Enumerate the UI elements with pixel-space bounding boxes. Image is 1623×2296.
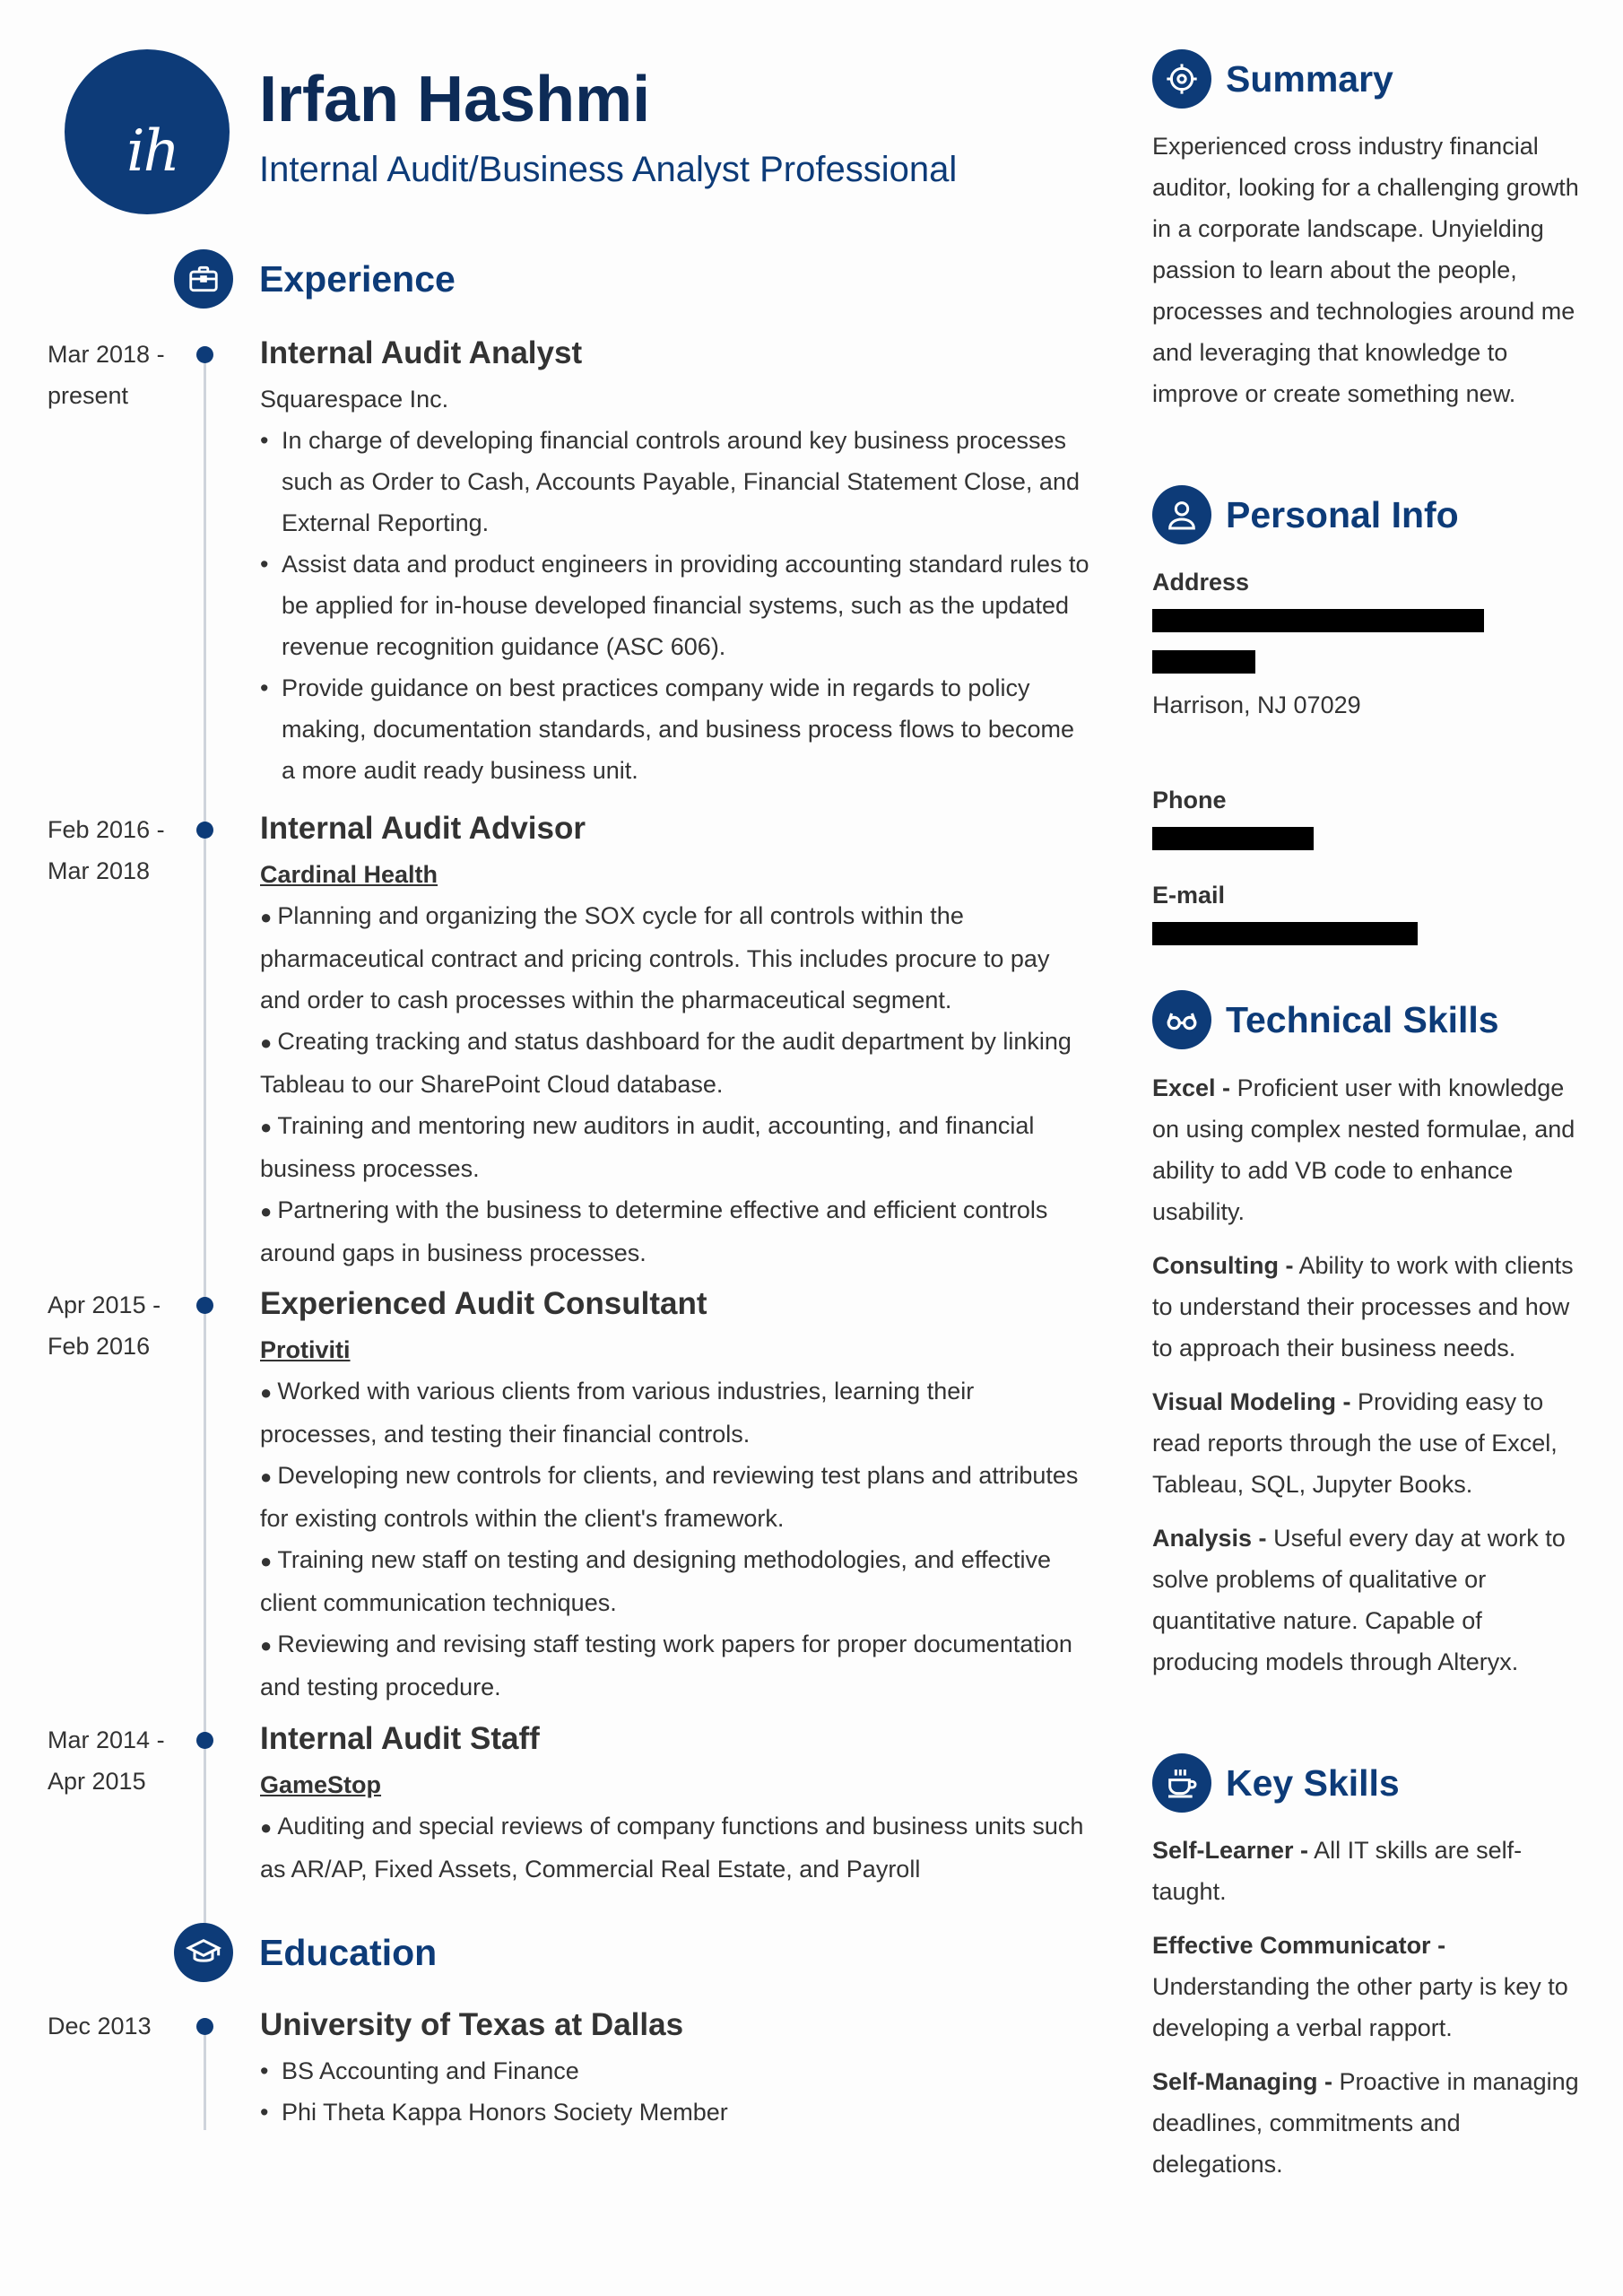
job-date [48,1284,191,1367]
company-name: GameStop [260,1771,382,1798]
list-item: • Provide guidance on best practices company wide in regards to policy making, documentation standards, and business process flows to become a more audit ready business unit. [260,667,1094,791]
list-item: • In charge of developing financial controls around key business processes such as Order to Cash, Accounts Payable, Financial Statement Close, and External Reporting. [260,420,1094,544]
monogram-text: ih [126,118,178,185]
experience-title: Experience [259,258,456,300]
skill-desc: Proactive in managing deadlines, commitments and delegations. [1152,2068,1579,2178]
job-title: Internal Audit Analyst [260,335,583,370]
job-entry [260,807,1094,1274]
personal-info-title: Personal Info [1226,494,1459,535]
job-entry [260,1283,1094,1708]
list-item: ● Worked with various clients from various industries, learning their processes, and testing their financial controls. [260,1370,1094,1455]
job-entry [260,1718,1094,1890]
email-block [1152,877,1583,945]
skill-name: Consulting - [1152,1252,1294,1279]
job-date [48,809,191,891]
timeline-dot [196,2018,213,2035]
job-date-start: Feb 2016 - [48,816,165,843]
list-item: ● Planning and organizing the SOX cycle for all controls within the pharmaceutical contract and pricing controls. This includes procure to pay and order to cash processes within the pharmaceutical segment. [260,895,1094,1021]
technical-skills-title: Technical Skills [1226,999,1499,1040]
job-date-start: Apr 2015 - [48,1292,161,1318]
education-section-header [174,1923,712,1982]
job-title: Experienced Audit Consultant [260,1286,707,1321]
skill-item [1152,1245,1583,1369]
education-entry [260,2004,1094,2133]
target-icon [1152,49,1211,109]
job-title: Internal Audit Staff [260,1721,540,1756]
job-date-end: Feb 2016 [48,1333,151,1360]
company-name: Protiviti [260,1336,351,1363]
address-city: Harrison, NJ 07029 [1152,691,1361,718]
list-item: • Assist data and product engineers in providing accounting standard rules to be applied for in-house developed financial systems, such as the updated revenue recognition guidance (ASC 606). [260,544,1094,667]
skill-item [1152,2061,1583,2185]
graduation-cap-icon [174,1923,233,1982]
briefcase-icon [174,249,233,309]
summary-text: Experienced cross industry financial auditor, looking for a challenging growth in a corporate landscape. Unyielding passion to learn about the people, processes and technologies around me and leveraging that knowledge to improve or create something new. [1152,133,1579,407]
skill-desc: Useful every day at work to solve problems of qualitative or quantitative nature. Capable of producing models through Alteryx. [1152,1525,1566,1675]
skill-desc: Providing easy to read reports through the use of Excel, Tableau, SQL, Jupyter Books. [1152,1388,1558,1498]
redacted-phone [1152,827,1314,850]
key-skills-title: Key Skills [1226,1762,1400,1804]
list-item: ● Partnering with the business to determine effective and efficient controls around gaps in business processes. [260,1189,1094,1274]
skill-item [1152,1830,1583,1912]
job-date-end: Apr 2015 [48,1768,146,1795]
school-name: University of Texas at Dallas [260,2007,684,2042]
education-date: Dec 2013 [48,2013,152,2039]
list-item: • BS Accounting and Finance [260,2050,1094,2092]
skill-item [1152,1518,1583,1683]
redacted-email [1152,922,1418,945]
list-item: ● Reviewing and revising staff testing work papers for proper documentation and testing procedure. [260,1623,1094,1708]
coffee-cup-icon [1152,1753,1211,1813]
education-title: Education [259,1932,438,1973]
job-bullets [260,1805,1094,1890]
experience-section-header [174,249,712,309]
timeline-dot [196,822,213,839]
list-item: • Phi Theta Kappa Honors Society Member [260,2092,1094,2133]
skill-item [1152,1381,1583,1505]
job-bullets [260,420,1094,791]
key-skills-section-header [1152,1753,1583,1813]
candidate-headline: Internal Audit/Business Analyst Professional [259,150,958,189]
candidate-name: Irfan Hashmi [259,64,651,135]
job-bullets [260,1370,1094,1708]
email-label: E-mail [1152,882,1226,909]
timeline-dot [196,346,213,363]
technical-skills-list [1152,1067,1583,1695]
summary-section-header [1152,49,1583,109]
job-date-end: Mar 2018 [48,857,151,884]
job-title: Internal Audit Advisor [260,811,586,846]
job-date-start: Mar 2014 - [48,1726,165,1753]
timeline-dot [196,1732,213,1749]
monogram-avatar [65,49,230,214]
technical-skills-section-header [1152,990,1583,1049]
skill-name: Analysis - [1152,1525,1267,1552]
skill-name: Effective Communicator - [1152,1932,1446,1959]
job-entry [260,332,1094,791]
job-date-end: present [48,382,129,409]
list-item: ● Creating tracking and status dashboard for the audit department by linking Tableau to our SharePoint Cloud database. [260,1021,1094,1105]
skill-desc: Ability to work with clients to understand their processes and how to approach their business needs. [1152,1252,1574,1361]
job-bullets [260,895,1094,1274]
list-item: ● Auditing and special reviews of company functions and business units such as AR/AP, Fixed Assets, Commercial Real Estate, and Payroll [260,1805,1094,1890]
list-item: ● Training new staff on testing and designing methodologies, and effective client communication techniques. [260,1539,1094,1623]
company-name: Cardinal Health [260,861,438,888]
skill-item [1152,1925,1583,2048]
skill-desc: Understanding the other party is key to developing a verbal rapport. [1152,1973,1568,2041]
job-date [48,1719,191,1802]
address-block [1152,564,1583,726]
job-date [48,334,191,416]
phone-label: Phone [1152,787,1227,813]
glasses-icon [1152,990,1211,1049]
skill-desc: Proficient user with knowledge on using complex nested formulae, and ability to add VB code to enhance usability. [1152,1074,1575,1225]
list-item: ● Training and mentoring new auditors in audit, accounting, and financial business processes. [260,1105,1094,1189]
skill-desc: All IT skills are self-taught. [1152,1837,1523,1905]
personal-info-section-header [1152,485,1583,544]
key-skills-list [1152,1830,1583,2197]
list-item: ● Developing new controls for clients, and reviewing test plans and attributes for existing controls within the client's framework. [260,1455,1094,1539]
summary-title: Summary [1226,58,1393,100]
job-date-start: Mar 2018 - [48,341,165,368]
skill-name: Self-Managing - [1152,2068,1332,2095]
skill-name: Excel - [1152,1074,1231,1101]
address-label: Address [1152,569,1250,596]
company-name: Squarespace Inc. [260,386,449,413]
skill-item [1152,1067,1583,1232]
timeline-dot [196,1297,213,1314]
redacted-address-line1 [1152,609,1484,632]
user-icon [1152,485,1211,544]
redacted-address-line2 [1152,650,1255,674]
skill-name: Visual Modeling - [1152,1388,1351,1415]
skill-name: Self-Learner - [1152,1837,1309,1864]
education-bullets [260,2050,1094,2133]
phone-block [1152,782,1583,850]
